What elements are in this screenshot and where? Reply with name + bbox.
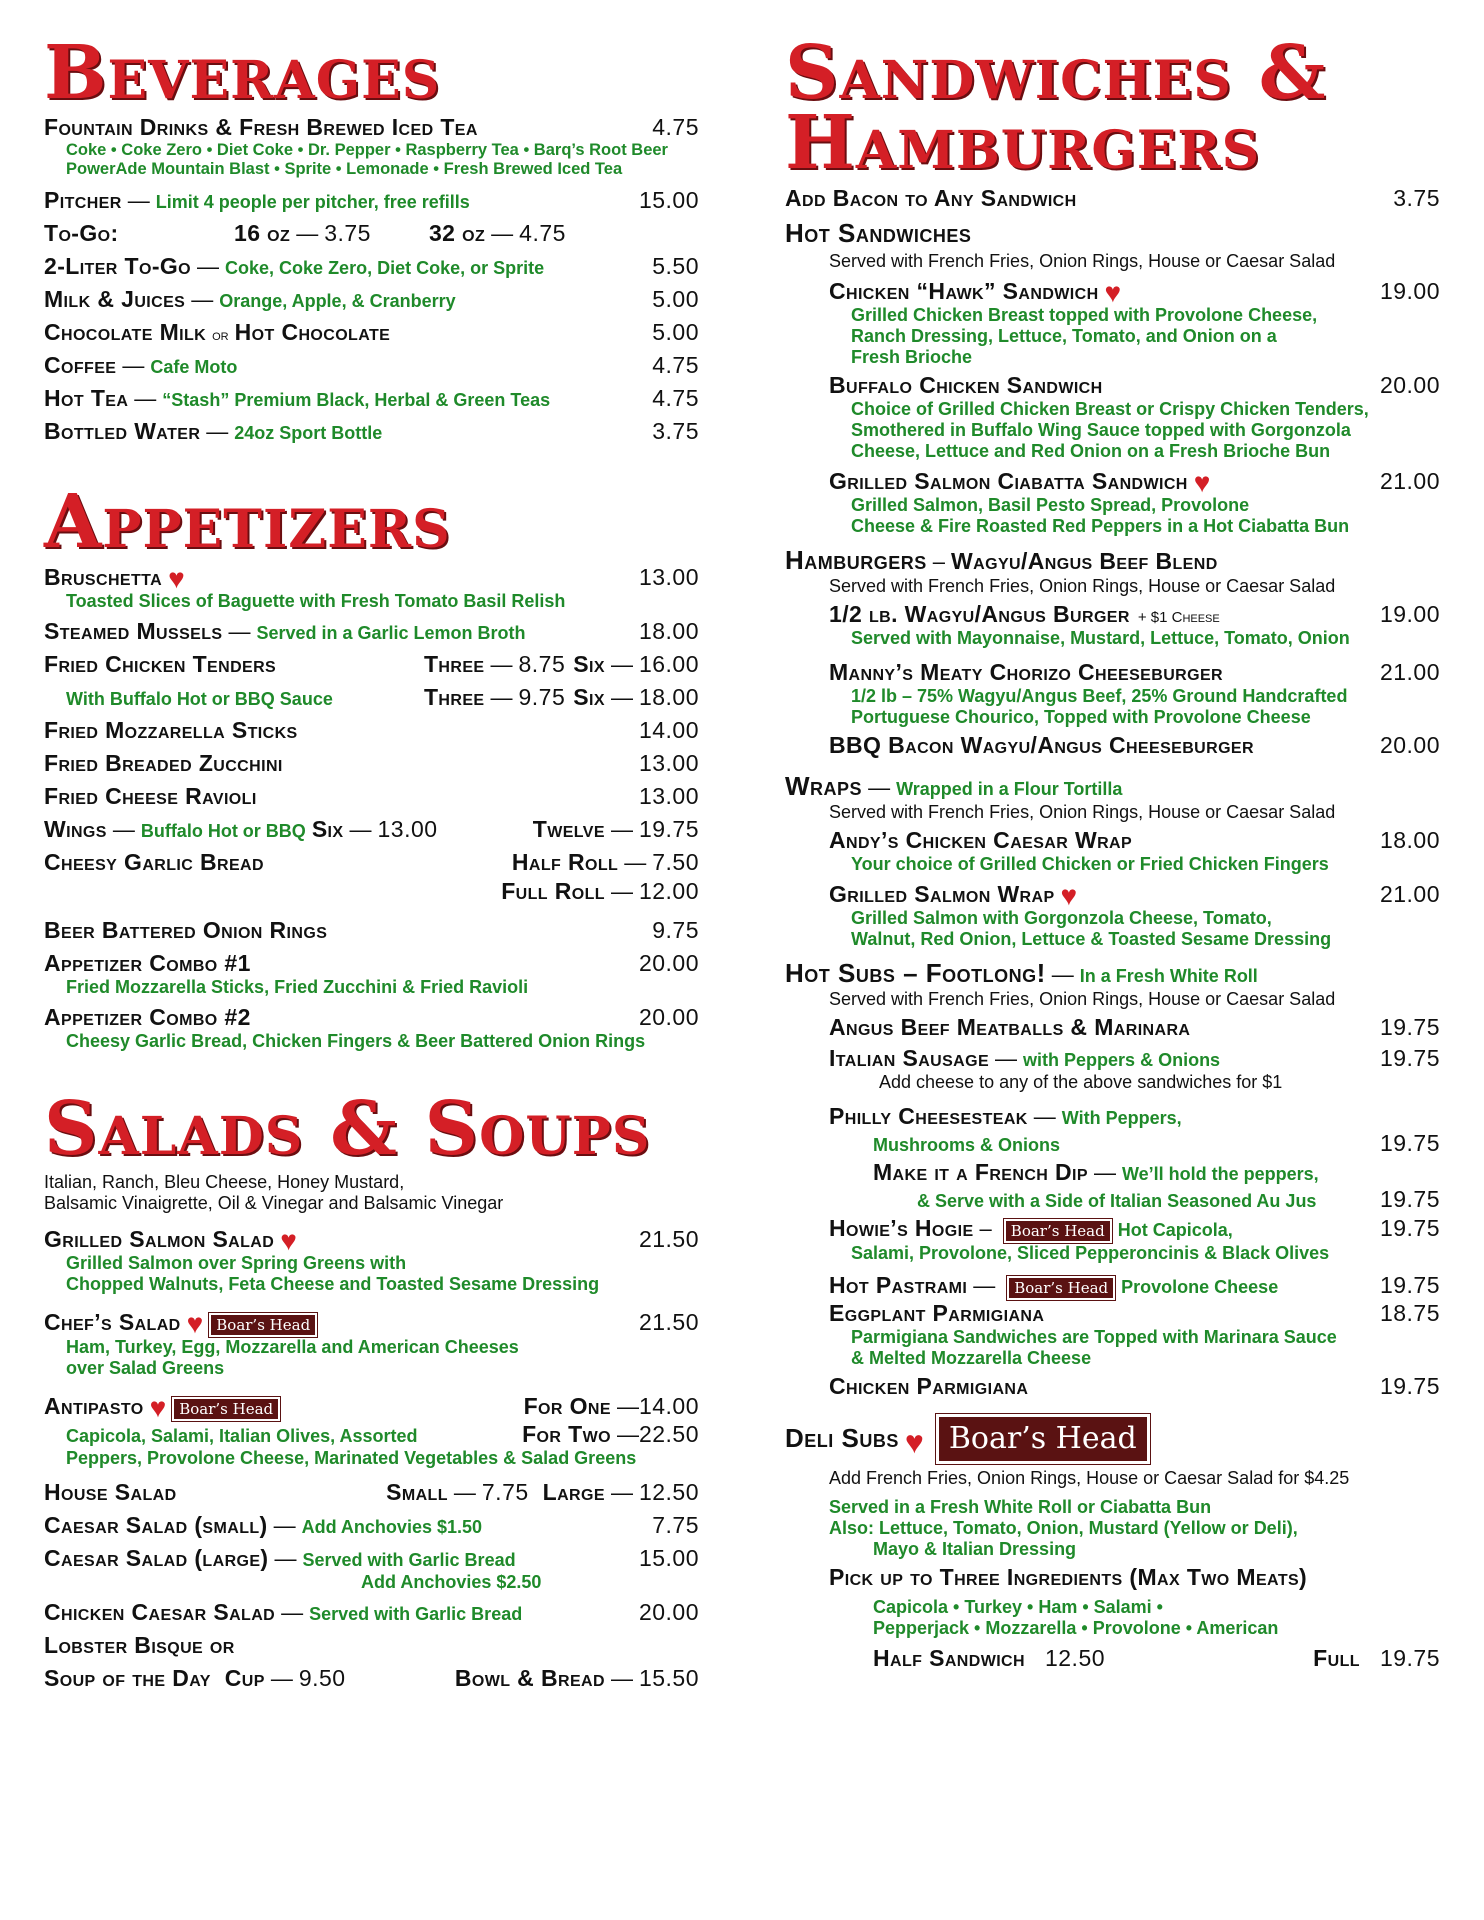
menu-item-wings: Wings — Buffalo Hot or BBQ Six — 13.00 Twelve — 19.75 [44, 815, 699, 842]
item-name: Hot Pastrami [829, 1271, 968, 1298]
item-name: Fried Chicken Tenders [44, 650, 277, 677]
item-desc: Grilled Salmon with Gorgonzola Cheese, Tomato, [851, 907, 1272, 928]
item-price: 13.00 [638, 782, 699, 809]
dressings-line: Balsamic Vinaigrette, Oil & Vinegar and Balsamic Vinegar [44, 1192, 504, 1213]
item-price: 3.75 [324, 220, 371, 247]
menu-item-milk: Milk & Juices — Orange, Apple, & Cranberry 5.00 [44, 286, 699, 313]
item-desc: Ranch Dressing, Lettuce, Tomato, and Onion on a [851, 325, 1277, 346]
item-name: Philly Cheesesteak [829, 1102, 1028, 1129]
item-desc: Buffalo Hot or BBQ [140, 820, 306, 841]
item-desc: Coke, Coke Zero, Diet Coke, or Sprite [225, 258, 545, 279]
item-desc: Peppers, Provolone Cheese, Marinated Vegetables & Salad Greens [66, 1447, 637, 1468]
menu-item-add-bacon [785, 185, 1440, 212]
item-price: 4.75 [652, 352, 699, 379]
heart-icon: ♥ [280, 1224, 297, 1256]
heading-text: Hamburgers [785, 544, 927, 575]
item-desc: Cafe Moto [150, 357, 238, 378]
item-price: 15.00 [638, 1544, 699, 1571]
dressings-line: Italian, Ranch, Bleu Cheese, Honey Mustard, [44, 1171, 405, 1192]
item-price: 12.50 [1044, 1644, 1106, 1671]
item-name: Fountain Drinks & Fresh Brewed Iced Tea [44, 114, 478, 141]
item-price: 19.00 [1379, 277, 1440, 304]
item-price: 5.50 [652, 253, 699, 280]
item-desc: Fried Mozzarella Sticks, Fried Zucchini & Fried Ravioli [66, 976, 529, 997]
menu-item-soup: Soup of the Day Cup — 9.50 Bowl & Bread — 15.50 [44, 1664, 699, 1691]
option-label: For One [523, 1392, 611, 1419]
menu-item-bisque [44, 1632, 699, 1659]
item-desc: Portuguese Chourico, Topped with Provolone Cheese [851, 706, 1311, 727]
menu-item-chocolate [44, 319, 699, 346]
item-price: 19.75 [1379, 1044, 1440, 1071]
heading-desc: In a Fresh White Roll [1079, 965, 1258, 986]
item-price: 13.00 [638, 749, 699, 776]
item-price: 3.75 [1393, 184, 1440, 211]
item-price: 19.75 [1379, 1185, 1440, 1212]
heart-icon: ♥ [1193, 466, 1211, 498]
item-name: Beer Battered Onion Rings [44, 916, 328, 943]
item-price: 18.00 [638, 683, 699, 710]
option-label: Full Roll [501, 877, 605, 904]
menu-item-bbq-burger [785, 732, 1440, 759]
item-desc: Capicola, Salami, Italian Olives, Assorted [66, 1425, 418, 1446]
menu-item-mussels: Steamed Mussels — Served in a Garlic Lemon Broth 18.00 [44, 617, 699, 644]
item-desc: Parmigiana Sandwiches are Topped with Marinara Sauce [851, 1326, 1337, 1347]
menu-item-chorizo-burger [785, 659, 1440, 686]
item-extra: + $1 Cheese [1137, 608, 1220, 626]
item-name: Hot Tea [44, 385, 129, 412]
item-name: Fried Breaded Zucchini [44, 749, 283, 776]
item-price: 18.00 [638, 617, 699, 644]
item-price: 18.75 [1379, 1299, 1440, 1326]
item-price: 12.00 [638, 877, 699, 904]
item-price: 20.00 [1379, 731, 1440, 758]
item-name: Chicken Parmigiana [829, 1372, 1029, 1399]
hot-sandwiches-heading: Hot Sandwiches [785, 217, 972, 248]
deli-subs-heading [785, 1414, 1440, 1464]
item-desc: Cheese & Fire Roasted Red Peppers in a Hot Ciabatta Bun [851, 515, 1350, 536]
item-name: Hot Chocolate [234, 319, 391, 346]
menu-item-chicken-parm [785, 1373, 1440, 1400]
item-name: Grilled Salmon Salad [44, 1225, 275, 1252]
item-desc: With Peppers, [1061, 1107, 1182, 1128]
item-price: 9.75 [652, 916, 699, 943]
deli-pick: Pick up to Three Ingredients (Max Two Meats) [829, 1563, 1308, 1590]
deli-add-note: Add French Fries, Onion Rings, House or Caesar Salad for $4.25 [829, 1467, 1350, 1488]
item-desc: PowerAde Mountain Blast • Sprite • Lemonade • Fresh Brewed Iced Tea [66, 160, 623, 179]
item-price: 20.00 [638, 1003, 699, 1030]
item-desc: Cheese, Lettuce and Red Onion on a Fresh Brioche Bun [851, 440, 1331, 461]
heart-icon: ♥ [186, 1307, 204, 1339]
item-name: Caesar Salad (small) [44, 1511, 268, 1538]
item-desc: Served in a Garlic Lemon Broth [256, 622, 526, 643]
item-name: BBQ Bacon Wagyu/Angus Cheeseburger [829, 731, 1254, 758]
item-desc: Grilled Salmon over Spring Greens with [66, 1252, 407, 1273]
served-with-note: Served with French Fries, Onion Rings, House or Caesar Salad [829, 988, 1336, 1009]
heart-icon: ♥ [168, 562, 185, 594]
menu-item-tea: Hot Tea — “Stash” Premium Black, Herbal & Green Teas 4.75 [44, 385, 699, 412]
item-price: 3.75 [652, 418, 699, 445]
menu-item-caesar-large: Caesar Salad (large) — Served with Garlic Bread 15.00 [44, 1544, 699, 1571]
menu-item-chicken-caesar: Chicken Caesar Salad — Served with Garlic Bread 20.00 [44, 1598, 699, 1625]
menu-item-deli-sizes [785, 1645, 1440, 1672]
menu-item-ravioli [44, 783, 699, 810]
menu-item-french-dip-b [785, 1186, 1440, 1213]
item-desc: Ham, Turkey, Egg, Mozzarella and American Cheeses [66, 1336, 519, 1357]
item-desc: Add Anchovies $1.50 [301, 1516, 483, 1537]
option-label: Three [423, 650, 485, 677]
item-name: Add Bacon to Any Sandwich [785, 184, 1077, 211]
item-name: Coffee [44, 352, 117, 379]
item-price: 21.00 [1379, 467, 1440, 494]
item-desc: Hot Capicola, [1117, 1219, 1233, 1240]
option-label: Six [311, 815, 344, 842]
item-desc: over Salad Greens [66, 1357, 225, 1378]
option-label: Three [423, 683, 485, 710]
item-name: Appetizer Combo #2 [44, 1003, 251, 1030]
item-name: Chicken Caesar Salad [44, 1598, 276, 1625]
served-with-note: Served with French Fries, Onion Rings, House or Caesar Salad [829, 575, 1336, 596]
menu-item-tenders: Fried Chicken Tenders Three — 8.75 Six — 16.00 [44, 650, 699, 677]
boars-head-logo: Boar’s Head [172, 1397, 280, 1421]
menu-item-water: Bottled Water — 24oz Sport Bottle 3.75 [44, 418, 699, 445]
menu-item-fountain [44, 114, 699, 141]
item-price: 19.75 [1379, 1013, 1440, 1040]
item-price: 7.50 [652, 848, 699, 875]
item-price: 14.00 [638, 716, 699, 743]
item-price: 19.75 [1379, 1214, 1440, 1241]
heading-subtext: Wagyu/Angus Beef Blend [951, 547, 1218, 574]
item-name: Angus Beef Meatballs & Marinara [829, 1013, 1191, 1040]
item-price: 5.00 [652, 286, 699, 313]
boars-head-logo: Boar’s Head [209, 1313, 317, 1337]
heart-icon: ♥ [1060, 879, 1078, 911]
item-name: Chef’s Salad [44, 1308, 181, 1335]
item-price: 19.75 [1379, 1271, 1440, 1298]
item-name: To-Go: [44, 220, 119, 247]
item-name: Buffalo Chicken Sandwich [829, 371, 1103, 398]
item-price: 5.00 [652, 319, 699, 346]
item-desc: Add Anchovies $2.50 [361, 1571, 542, 1592]
boars-head-logo: Boar’s Head [936, 1414, 1150, 1464]
item-desc: Choice of Grilled Chicken Breast or Crispy Chicken Tenders, [851, 398, 1369, 419]
item-desc: Served with Mayonnaise, Mustard, Lettuce, Tomato, Onion [851, 627, 1350, 648]
item-name: Andy’s Chicken Caesar Wrap [829, 826, 1133, 853]
option-label: For Two [522, 1420, 611, 1447]
heading-text: Deli Subs [785, 1423, 899, 1454]
item-desc: with Peppers & Onions [1023, 1049, 1221, 1070]
menu-item-salmon-salad [44, 1224, 699, 1256]
item-name: Caesar Salad (large) [44, 1544, 269, 1571]
item-name: Cheesy Garlic Bread [44, 848, 264, 875]
boars-head-logo: Boar’s Head [1007, 1276, 1115, 1300]
item-price: 9.50 [298, 1664, 346, 1691]
deli-desc: Served in a Fresh White Roll or Ciabatta Bun [829, 1496, 1212, 1517]
item-price: 19.75 [1379, 1372, 1440, 1399]
item-desc: Salami, Provolone, Sliced Pepperoncinis & Black Olives [851, 1242, 1330, 1263]
option-label: Half Roll [511, 848, 619, 875]
appetizers-title: Appetizers [44, 479, 451, 566]
menu-item-garlic-bread-full: Full Roll — 12.00 [501, 877, 699, 904]
deli-desc: Also: Lettuce, Tomato, Onion, Mustard (Yellow or Deli), [829, 1517, 1298, 1538]
option-label: Six [573, 650, 605, 677]
menu-item-buffalo [785, 372, 1440, 399]
menu-item-philly-b [785, 1130, 1440, 1157]
item-price: 4.75 [652, 114, 699, 141]
served-with-note: Served with French Fries, Onion Rings, House or Caesar Salad [829, 250, 1336, 271]
item-desc: Grilled Salmon, Basil Pesto Spread, Provolone [851, 494, 1250, 515]
item-size: 32 oz [428, 220, 486, 247]
right-column [785, 30, 1440, 1672]
item-price: 7.75 [652, 1511, 699, 1538]
item-price: 4.75 [652, 385, 699, 412]
item-price: 22.50 [638, 1420, 699, 1447]
item-name: House Salad [44, 1478, 177, 1505]
item-name: Fried Cheese Ravioli [44, 782, 257, 809]
option-label: Cup [224, 1664, 265, 1691]
item-price: 15.50 [638, 1664, 699, 1691]
item-desc: “Stash” Premium Black, Herbal & Green Teas [162, 390, 551, 411]
menu-item-antipasto: Antipasto ♥ Boar’s Head For One — 14.00 [44, 1391, 699, 1423]
menu-item-pitcher: Pitcher — Limit 4 people per pitcher, free refills 15.00 [44, 187, 699, 214]
item-price: 20.00 [638, 1598, 699, 1625]
sandwiches-title: Sandwiches & Hamburgers [785, 30, 1327, 187]
item-name: Milk & Juices [44, 286, 186, 313]
item-price: 16.00 [638, 650, 699, 677]
item-price: 13.00 [377, 815, 438, 842]
item-name: Lobster Bisque or [44, 1631, 235, 1658]
item-desc: & Melted Mozzarella Cheese [851, 1347, 1092, 1368]
deli-ingredients: Capicola • Turkey • Ham • Salami • [873, 1596, 1163, 1617]
menu-item-salmon-ciabatta [785, 466, 1440, 498]
menu-item-philly: Philly Cheesesteak — With Peppers, [829, 1102, 1182, 1129]
item-name: Bottled Water [44, 418, 201, 445]
heart-icon: ♥ [1104, 276, 1122, 308]
item-name: 2-Liter To-Go [44, 253, 192, 280]
item-desc: Cheesy Garlic Bread, Chicken Fingers & Beer Battered Onion Rings [66, 1030, 646, 1051]
option-label: Bowl & Bread [454, 1664, 605, 1691]
menu-item-onion-rings [44, 917, 699, 944]
item-price: 20.00 [1379, 371, 1440, 398]
menu-item-sausage: Italian Sausage — with Peppers & Onions 19.75 [829, 1044, 1440, 1071]
menu-item-tenders-sauce: With Buffalo Hot or BBQ Sauce Three — 9.75 Six — 18.00 [44, 684, 699, 711]
heading-text: Wraps [785, 770, 863, 801]
item-desc: Toasted Slices of Baguette with Fresh Tomato Basil Relish [66, 590, 566, 611]
item-name: Grilled Salmon Ciabatta Sandwich [829, 467, 1188, 494]
menu-item-hogie: Howie’s Hogie – Boar’s Head Hot Capicola, 19.75 [829, 1214, 1440, 1241]
item-desc: Your choice of Grilled Chicken or Fried Chicken Fingers [851, 853, 1329, 874]
menu-item-half-lb-burger [785, 601, 1440, 628]
menu-item-antipasto-two: Capicola, Salami, Italian Olives, Assorted For Two — 22.50 [44, 1421, 699, 1448]
item-name: Antipasto [44, 1392, 144, 1419]
item-name: Chicken “Hawk” Sandwich [829, 277, 1099, 304]
item-price: 8.75 [518, 650, 566, 677]
item-price: 4.75 [519, 220, 566, 247]
item-price: 15.00 [638, 187, 699, 214]
option-label: Six [573, 683, 605, 710]
item-desc: 1/2 lb – 75% Wagyu/Angus Beef, 25% Ground Handcrafted [851, 685, 1348, 706]
menu-item-bruschetta [44, 562, 699, 594]
wraps-heading: Wraps — Wrapped in a Flour Tortilla [785, 770, 1123, 801]
item-price: 19.75 [638, 815, 699, 842]
heart-icon: ♥ [149, 1391, 167, 1423]
item-price: 20.00 [638, 949, 699, 976]
hamburgers-heading: Hamburgers – Wagyu/Angus Beef Blend [785, 544, 1218, 575]
item-price: 19.75 [1379, 1129, 1440, 1156]
item-desc: Fresh Brioche [851, 346, 973, 367]
menu-item-garlic-bread: Cheesy Garlic Bread Half Roll — 7.50 [44, 848, 699, 875]
menu-item-caesar-small: Caesar Salad (small) — Add Anchovies $1.50 7.75 [44, 1511, 699, 1538]
item-desc: Chopped Walnuts, Feta Cheese and Toasted Sesame Dressing [66, 1273, 600, 1294]
item-price: 21.00 [1379, 658, 1440, 685]
item-price: 9.75 [518, 683, 566, 710]
item-name: Full [1313, 1644, 1360, 1671]
item-name: Fried Mozzarella Sticks [44, 716, 298, 743]
deli-desc: Mayo & Italian Dressing [873, 1538, 1077, 1559]
menu-item-zucchini [44, 750, 699, 777]
heading-desc: Wrapped in a Flour Tortilla [896, 778, 1123, 799]
boars-head-logo: Boar’s Head [1004, 1219, 1112, 1243]
menu-item-hawk [785, 276, 1440, 308]
item-price: 13.00 [638, 563, 699, 590]
item-name: Eggplant Parmigiana [829, 1299, 1045, 1326]
item-desc: Orange, Apple, & Cranberry [219, 291, 456, 312]
menu-item-pastrami: Hot Pastrami — Boar’s Head Provolone Cheese 19.75 [829, 1271, 1440, 1298]
item-size: 16 oz [234, 220, 291, 247]
menu-item-french-dip: Make it a French Dip — We’ll hold the peppers, [873, 1158, 1319, 1185]
deli-ingredients: Pepperjack • Mozzarella • Provolone • American [873, 1617, 1279, 1638]
item-desc: We’ll hold the peppers, [1121, 1163, 1319, 1184]
option-label: Twelve [532, 815, 605, 842]
hot-subs-heading: Hot Subs – Footlong! — In a Fresh White Roll [785, 957, 1258, 988]
option-label: Large [542, 1478, 605, 1505]
item-price: 19.00 [1379, 600, 1440, 627]
item-name: 1/2 lb. Wagyu/Angus Burger [829, 600, 1130, 627]
item-or: or [212, 327, 229, 345]
item-name: Half Sandwich [873, 1644, 1025, 1671]
menu-item-combo-2 [44, 1004, 699, 1031]
served-with-note: Served with French Fries, Onion Rings, House or Caesar Salad [829, 801, 1336, 822]
option-label: Small [386, 1478, 448, 1505]
menu-item-salmon-wrap [785, 879, 1440, 911]
cheese-note: Add cheese to any of the above sandwiches for $1 [879, 1071, 1283, 1092]
item-desc: Walnut, Red Onion, Lettuce & Toasted Sesame Dressing [851, 928, 1332, 949]
item-name: Appetizer Combo #1 [44, 949, 251, 976]
menu-item-togo: To-Go: 16 oz — 3.75 32 oz — 4.75 [44, 220, 566, 247]
item-desc: Served with Garlic Bread [302, 1549, 516, 1570]
item-name: Steamed Mussels [44, 617, 223, 644]
item-price: 7.75 [481, 1478, 529, 1505]
beverages-title: Beverages [44, 30, 441, 116]
item-price: 12.50 [638, 1478, 699, 1505]
item-desc: 24oz Sport Bottle [234, 423, 383, 444]
item-desc: & Serve with a Side of Italian Seasoned Au Jus [917, 1190, 1317, 1211]
menu-item-chefs-salad [44, 1307, 699, 1337]
item-desc: With Buffalo Hot or BBQ Sauce [66, 688, 333, 709]
item-desc: Provolone Cheese [1121, 1276, 1279, 1297]
item-price: 21.50 [638, 1308, 699, 1335]
item-desc: Grilled Chicken Breast topped with Provolone Cheese, [851, 304, 1318, 325]
item-name: Soup of the Day [44, 1664, 211, 1691]
menu-item-eggplant [785, 1300, 1440, 1327]
heart-icon: ♥ [904, 1423, 924, 1460]
menu-item-meatballs [785, 1014, 1440, 1041]
menu-item-house-salad: House Salad Small — 7.75 Large — 12.50 [44, 1478, 699, 1505]
salads-title: Salads & Soups [44, 1085, 651, 1172]
item-desc: Mushrooms & Onions [873, 1134, 1061, 1155]
menu-item-andy-wrap [785, 827, 1440, 854]
item-name: Chocolate Milk [44, 319, 207, 346]
item-desc: Smothered in Buffalo Wing Sauce topped with Gorgonzola [851, 419, 1351, 440]
item-name: Howie’s Hogie [829, 1214, 974, 1241]
item-desc: Coke • Coke Zero • Diet Coke • Dr. Pepper • Raspberry Tea • Barq’s Root Beer [66, 141, 668, 160]
item-name: Italian Sausage [829, 1044, 990, 1071]
item-price: 19.75 [1379, 1644, 1440, 1671]
menu-item-coffee: Coffee — Cafe Moto 4.75 [44, 352, 699, 379]
left-column [44, 30, 699, 1692]
item-price: 14.00 [638, 1392, 699, 1419]
item-price: 21.50 [638, 1225, 699, 1252]
item-price: 18.00 [1379, 826, 1440, 853]
menu-item-mozzarella [44, 717, 699, 744]
item-name: Make it a French Dip [873, 1158, 1088, 1185]
item-desc: Served with Garlic Bread [309, 1603, 523, 1624]
heading-text: Hot Subs – Footlong! [785, 957, 1046, 988]
menu-item-liter: 2-Liter To-Go — Coke, Coke Zero, Diet Coke, or Sprite 5.50 [44, 253, 699, 280]
item-name: Grilled Salmon Wrap [829, 880, 1055, 907]
item-name: Pitcher [44, 187, 122, 214]
item-desc: Limit 4 people per pitcher, free refills [155, 192, 470, 213]
item-price: 21.00 [1379, 880, 1440, 907]
item-name: Wings [44, 815, 107, 842]
item-name: Manny’s Meaty Chorizo Cheeseburger [829, 658, 1223, 685]
menu-item-combo-1 [44, 950, 699, 977]
item-name: Bruschetta [44, 563, 163, 590]
